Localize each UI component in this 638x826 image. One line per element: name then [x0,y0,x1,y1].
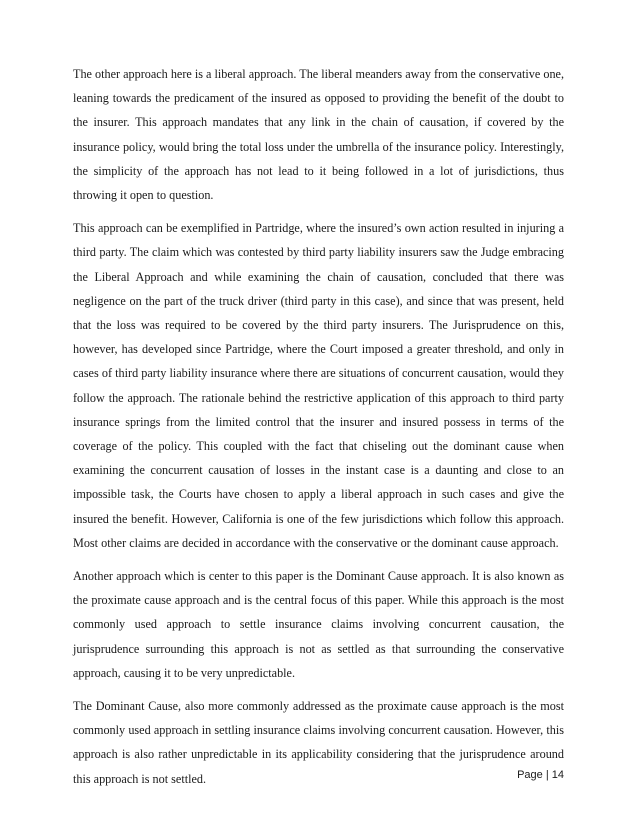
page-number: Page | 14 [517,769,564,781]
paragraph-dominant-cause-intro: Another approach which is center to this paper is the Dominant Cause approach. It is also known as the proximate cause approach and is the central focus of this paper. While this approach is the most commonly used approach to settle insurance claims involving concurrent causation, the jurisprudence surrounding this approach is not as settled as that surrounding the conservative approach, causing it to be very unpredictable. [73,569,564,680]
paragraph-dominant-cause-detail: The Dominant Cause, also more commonly addressed as the proximate cause approach is the most commonly used approach in settling insurance claims involving concurrent causation. However, this approach is also rather unpredictable in its applicability considering that the jurisprudence around this approach is not settled. [73,699,564,786]
paragraph-liberal-approach: The other approach here is a liberal approach. The liberal meanders away from the conservative one, leaning towards the predicament of the insured as opposed to providing the benefit of the doubt to the insurer. This approach mandates that any link in the chain of causation, if covered by the insurance policy, would bring the total loss under the umbrella of the insurance policy. Interestingly, the simplicity of the approach has not lead to it being followed in a lot of jurisdictions, thus throwing it open to question. [73,67,564,203]
body-text [73,62,564,800]
paragraph-partridge-example: This approach can be exemplified in Partridge, where the insured’s own action resulted in injuring a third party. The claim which was contested by third party liability insurers saw the Judge embracing the Liberal Approach and while examining the chain of causation, concluded that there was negligence on the part of the truck driver (third party in this case), and since that was present, held that the loss was required to be covered by the third party insurers. The Jurisprudence on this, however, has developed since Partridge, where the Court imposed a greater threshold, and only in cases of third party liability insurance where there are situations of concurrent causation, would they follow the approach. The rationale behind the restrictive application of this approach to third party insurance springs from the limited control that the insurer and insured possess in terms of the coverage of the policy. This coupled with the fact that chiseling out the dominant cause when examining the concurrent causation of losses in the instant case is a daunting and close to an impossible task, the Courts have chosen to apply a liberal approach in such cases and give the insured the benefit. However, California is one of the few jurisdictions which follow this approach. Most other claims are decided in accordance with the conservative or the dominant cause approach. [73,221,564,550]
